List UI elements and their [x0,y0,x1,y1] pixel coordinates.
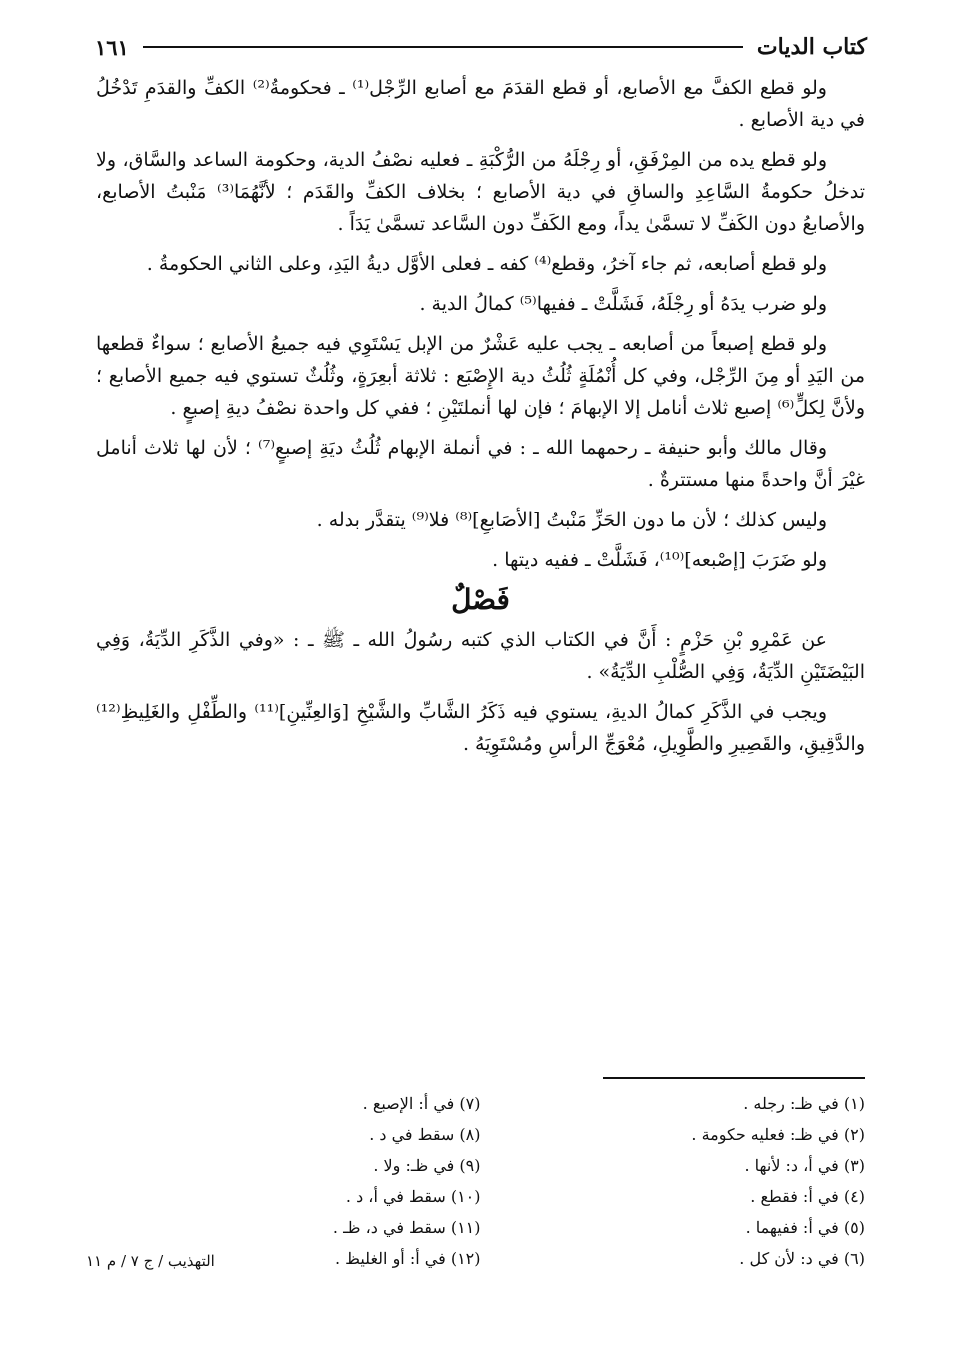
footnote-rule [603,1077,865,1079]
footnote: (٦) في د: لأن كل . [739,1249,865,1268]
footnote: (١١) سقط في د، ظـ . [332,1218,481,1237]
paragraph: ولو قطع أصابعه، ثم جاء آخرُ، وقطع⁽⁴⁾ كفه ـ فعلى الأوَّل ديةُ اليَدِ، وعلى الثاني الحكومةُ . [146,253,827,275]
paragraph: ولو قطع الكفَّ مع الأصابع، أو قطع القدَمَ مع أصابع الرِّجْل⁽¹⁾ ـ فحكومةُ⁽²⁾ الكفِّ والقدَمِ تَدْخُلُ في دية الأصابع . [96,77,865,131]
main-text [96,72,865,768]
paragraph: وقال مالك وأبو حنيفة ـ رحمهما الله ـ : في أنملة الإبهام ثُلُثُ ديَةِ إصبعٍ⁽⁷⁾ ؛ لأن لها ثلاث أنامل غيْرَ أنَّ واحدةً منها مستترةٌ . [96,437,865,491]
footnotes-left-column [96,1088,481,1278]
paragraph: وليس كذلك ؛ لأن ما دون الحَزِّ مَنْبتُ [الأصَابعِ]⁽⁸⁾ فلا⁽⁹⁾ يتقدَّر بدله . [316,509,827,531]
page-header [95,30,867,64]
paragraph: ولو قطع يده من المِرْفَقِ، أو رِجْلَهُ من الرُّكْبَةِ ـ فعليه نصْفُ الدية، وحكومة الساعد والسَّاق، ولا تدخلُ حكومةُ السَّاعِدِ والساقِ في دية الأصابع ؛ بخلاف الكفِّ والقَدَم ؛ لأنَّهُمَا⁽³⁾ مَنْبتُ الأصابع، والأصابعُ دون الكَفِّ لا تسمَّىٰ يداً، ومع الكَفِّ دون السَّاعد تسمَّىٰ يَدَاً . [96,149,865,235]
paragraph: ولو قطع إصبعاً من أصابعه ـ يجب عليه عَشْرٌ من الإبل يَسْتَوِي فيه جميعُ الأصابع ؛ سواءٌ قطعها من اليَدِ أو مِنَ الرِّجْل، وفي كل أُنْمُلَةٍ ثُلُثُ دية الإِصْبَع : ثلاثة أبعِرَةٍ، وثُلُثٌ تستوي فيه جميع الأصابع ؛ ولأنَّ لِكلٍّ⁽⁶⁾ إصبع ثلاث أنامل إلا الإبهامَ ؛ فإن لها أنملتَيْنِ ؛ ففي كل واحدة نصْفُ ديةِ إصبعٍ . [96,333,865,419]
book-title: كتاب الديات [756,34,867,60]
paragraph: عن عَمْرِو بْنِ حَزْمٍ : أَنَّ في الكتاب الذي كتبه رسُولُ الله ـ ﷺ ـ : «وفي الذَّكَرِ الدِّيَةُ، وَفِي البَيْضَتَيْنِ الدِّيَةُ، وَفِي الصُّلْبِ الدِّيَةُ» . [96,629,865,683]
footnotes-right-column [481,1088,866,1278]
printer-signature: التهذيب / ج ٧ / م ١١ [86,1252,215,1270]
footnote: (١٢) في أ: أو الغليظ . [334,1249,481,1268]
paragraph: ولو ضَرَبَ [إصْبعه]⁽¹⁰⁾، فَشَلَّتْ ـ ففيه ديتها . [492,549,827,571]
footnote: (١) في ظـ: رجله . [743,1094,865,1113]
paragraph: ولو ضرب يدَهُ أو رِجْلَهُ، فَشَلَّتْ ـ ففيها⁽⁵⁾ كمالُ الدية . [419,293,827,315]
header-rule [143,46,743,48]
footnote: (٤) في أ: فقطع . [750,1187,865,1206]
footnote: (٧) في أ: الإصبع . [362,1094,481,1113]
section-heading: فَصْلٌ [451,583,510,616]
footnote: (٣) في أ، د: لأنها . [744,1156,865,1175]
footnote: (٩) في ظـ: ولا . [373,1156,481,1175]
page-number: ١٦١ [95,34,129,60]
paragraph: ويجب في الذَّكَرِ كمالُ الديةِ، يستوي فيه ذَكَرُ الشَّابِّ والشَّيْخِ [وَالعِنِّينِ]⁽¹¹⁾ والطِّفْلِ والغَلِيظِ⁽¹²⁾ والدَّقِيقِ، والقَصِيرِ والطَّوِيلِ، مُعْوَجِّ الرأسِ ومُسْتَوِيَهُ . [96,701,865,755]
footnote: (٢) في ظـ: فعليه حكومة . [691,1125,865,1144]
footnote: (٥) في أ: ففيهما . [745,1218,865,1237]
footnotes [96,1088,865,1278]
footnote: (٨) سقط في د . [369,1125,481,1144]
footnote: (١٠) سقط في أ، د . [345,1187,481,1206]
